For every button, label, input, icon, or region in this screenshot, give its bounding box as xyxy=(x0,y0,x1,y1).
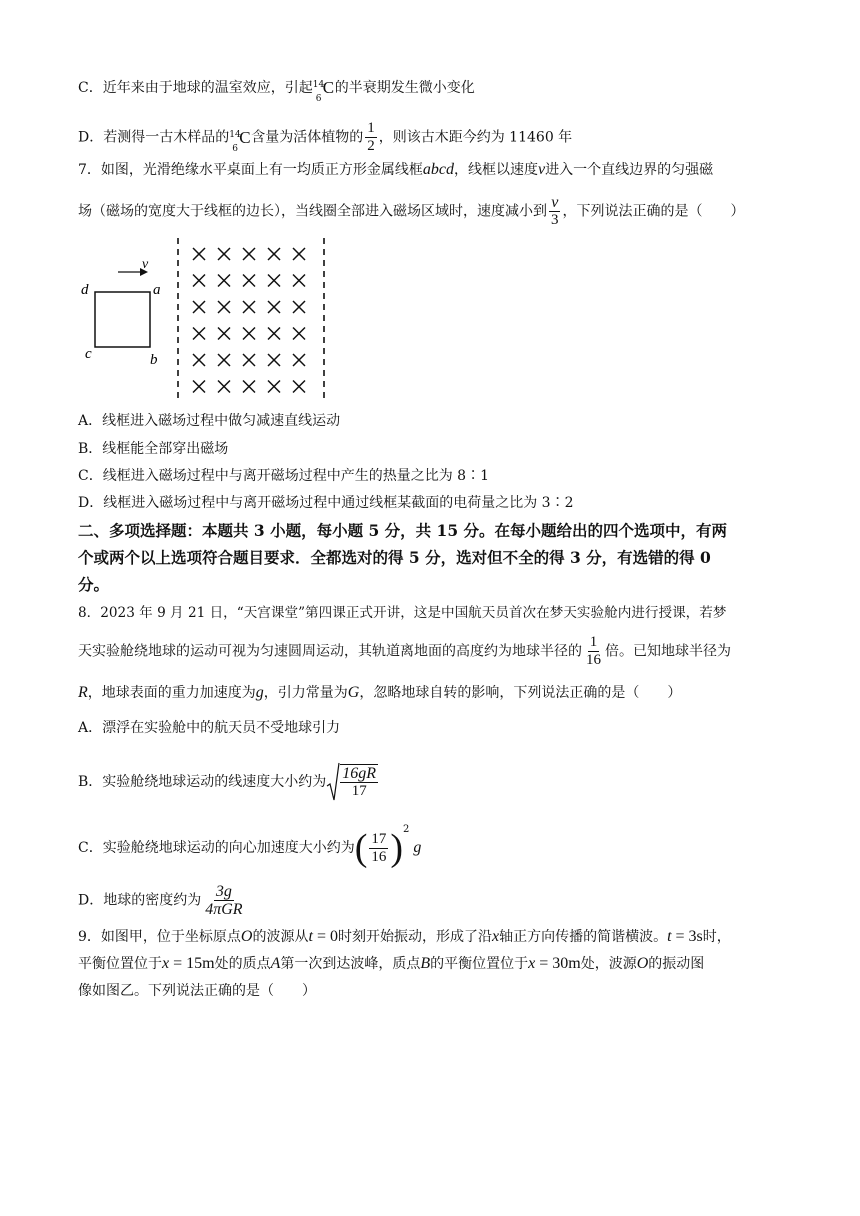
field-cross-icon xyxy=(193,354,205,366)
field-cross-icon xyxy=(268,354,280,366)
q8-text: 天实验舱绕地球的运动可视为匀速圆周运动，其轨道离地面的高度约为地球半径的 xyxy=(78,643,582,660)
label-c: c xyxy=(85,346,92,362)
q9-stem-line-1 xyxy=(78,927,731,947)
q9-text: 9．如图甲，位于坐标原点 xyxy=(78,929,241,945)
q9-text: 的平衡位置位于 xyxy=(430,956,529,972)
field-cross-icon xyxy=(293,328,305,340)
field-cross-icon xyxy=(193,301,205,313)
q7-option-c: C．线框进入磁场过程中与离开磁场过程中产生的热量之比为 8∶1 xyxy=(78,468,489,484)
frac-den: 3 xyxy=(551,212,559,228)
label-v: v xyxy=(142,257,149,272)
field-cross-icon xyxy=(268,328,280,340)
value-x30: = 30m xyxy=(535,955,581,972)
field-cross-icon xyxy=(193,248,205,260)
q8-text: B．实验舱绕地球运动的线速度大小约为 xyxy=(78,774,327,790)
field-cross-icon xyxy=(193,275,205,287)
field-cross-icon xyxy=(218,248,230,260)
section2-header-line-2: 个或两个以上选项符合题目要求．全都选对的得 5 分，选对但不全的得 3 分，有选错的得 0 xyxy=(78,548,711,567)
q7-text: ，下列说法正确的是（ ） xyxy=(562,203,745,220)
var-x: x xyxy=(491,928,500,945)
field-cross-icon xyxy=(268,301,280,313)
q8-option-a: A．漂浮在实验舱中的航天员不受地球引力 xyxy=(78,720,341,736)
q8-option-c xyxy=(78,824,422,869)
q6-optd-text-1: D．若测得一古木样品的 xyxy=(78,129,230,146)
q8-text: ，引力常量为 xyxy=(263,685,348,701)
q9-text: 时， xyxy=(702,929,731,945)
left-paren: ( xyxy=(354,827,368,869)
q8-text: ，忽略地球自转的影响，下列说法正确的是（ ） xyxy=(359,685,682,701)
iso-mass: 14 xyxy=(229,129,241,140)
q8-option-d xyxy=(78,883,247,918)
q8-stem-line-3 xyxy=(78,683,681,703)
q6-optd-text-3: ，则该古木距今约为 11460 年 xyxy=(378,129,573,146)
frac-num: 3g xyxy=(215,883,232,900)
q7-option-a: A．线框进入磁场过程中做匀减速直线运动 xyxy=(78,413,341,429)
q6-option-d xyxy=(78,120,572,155)
sqrt-expression xyxy=(326,762,380,802)
frac-num: 1 xyxy=(589,634,598,650)
value-t0: = 0 xyxy=(312,928,338,945)
q6-optd-text-2: 含量为活体植物的 xyxy=(251,129,364,146)
field-cross-icon xyxy=(293,354,305,366)
q8-stem-line-1: 8．2023 年 9 月 21 日，“天宫课堂”第四课正式开讲，这是中国航天员首次在梦天实验舱内进行授课，若梦 xyxy=(78,605,727,621)
radical-sign-icon xyxy=(326,762,340,802)
var-O: O xyxy=(636,955,649,972)
field-cross-icon xyxy=(218,381,230,393)
fraction-1-over-16 xyxy=(584,634,603,669)
iso-number: 6 xyxy=(232,143,238,154)
label-b: b xyxy=(150,352,158,368)
q7-stem-line-2 xyxy=(78,194,745,229)
q9-text: 时刻开始振动，形成了沿 xyxy=(337,929,492,945)
section2-header-line-3: 分。 xyxy=(78,575,110,594)
field-cross-icon xyxy=(193,328,205,340)
q6-optc-text-1: C．近年来由于地球的温室效应，引起 xyxy=(78,80,313,96)
q8-text: C．实验舱绕地球运动的向心加速度大小约为 xyxy=(78,840,355,856)
var-x: x xyxy=(528,955,536,972)
q7-text: 7．如图，光滑绝缘水平桌面上有一均质正方形金属线框 xyxy=(78,162,423,178)
field-cross-icon xyxy=(293,248,305,260)
q9-text: 处的质点 xyxy=(214,956,271,972)
var-O: O xyxy=(240,928,253,945)
var-x: x xyxy=(162,955,170,972)
q8-stem-line-2 xyxy=(78,634,731,669)
q9-stem-line-3: 像如图乙。下列说法正确的是（ ） xyxy=(78,983,316,999)
q7-text: 进入一个直线边界的匀强磁 xyxy=(545,162,714,178)
q9-text: 的振动图 xyxy=(648,956,705,972)
q7-text: 场（磁场的宽度大于线框的边长），当线圈全部进入磁场区域时，速度减小到 xyxy=(78,203,547,220)
q7-var-abcd: abcd xyxy=(422,161,455,178)
q9-text: 平衡位置位于 xyxy=(78,956,162,972)
frac-num: 16gR xyxy=(342,765,377,782)
density-fraction xyxy=(203,883,244,918)
magnetic-field-crosses xyxy=(193,248,305,393)
field-cross-icon xyxy=(268,248,280,260)
iso-element: C xyxy=(322,78,335,97)
field-cross-icon xyxy=(193,381,205,393)
field-cross-icon xyxy=(243,248,255,260)
q9-text: 的波源从 xyxy=(252,929,309,945)
q9-stem-line-2 xyxy=(78,954,704,974)
value-t3: = 3s xyxy=(671,928,703,945)
fraction-17-over-16 xyxy=(369,831,388,866)
frac-num: 1 xyxy=(367,120,375,136)
field-cross-icon xyxy=(218,301,230,313)
frac-den: 2 xyxy=(367,138,375,154)
field-cross-icon xyxy=(218,354,230,366)
section2-header-line-1: 二、多项选择题：本题共 3 小题，每小题 5 分，共 15 分。在每小题给出的四个选项中，有两 xyxy=(78,521,728,540)
frac-den: 4πGR xyxy=(205,901,243,918)
carbon14-symbol xyxy=(229,127,251,154)
field-cross-icon xyxy=(268,381,280,393)
frac-num: 17 xyxy=(371,830,387,847)
q7-option-b: B．线框能全部穿出磁场 xyxy=(78,441,229,457)
square-loop xyxy=(95,292,150,347)
q9-text: 轴正方向传播的简谐横波。 xyxy=(499,929,668,945)
frac-den: 16 xyxy=(586,652,601,668)
label-d: d xyxy=(81,282,89,298)
field-cross-icon xyxy=(293,381,305,393)
iso-element: C xyxy=(239,127,251,147)
q7-figure xyxy=(78,234,338,406)
var-g: g xyxy=(413,839,422,856)
q7-stem-line-1 xyxy=(78,160,713,180)
iso-number: 6 xyxy=(315,94,322,104)
field-cross-icon xyxy=(293,275,305,287)
var-G: G xyxy=(347,684,360,701)
frac-den: 17 xyxy=(351,783,367,799)
field-cross-icon xyxy=(243,354,255,366)
exponent: 2 xyxy=(403,824,410,836)
var-t: t xyxy=(308,928,313,945)
value-x15: = 15m xyxy=(169,955,215,972)
q8-text: 倍。已知地球半径为 xyxy=(605,643,731,660)
right-paren: ) xyxy=(390,827,404,869)
var-A: A xyxy=(270,955,281,972)
q8-option-b xyxy=(78,762,380,802)
q8-text: ，地球表面的重力加速度为 xyxy=(87,685,256,701)
q8-text: D．地球的密度约为 xyxy=(78,892,202,909)
var-g: g xyxy=(255,684,264,701)
var-R: R xyxy=(78,684,88,701)
field-cross-icon xyxy=(243,381,255,393)
var-t: t xyxy=(667,928,672,945)
iso-mass: 14 xyxy=(312,80,325,90)
q6-optc-text-2: 的半衰期发生微小变化 xyxy=(334,80,475,96)
q9-text: 处，波源 xyxy=(580,956,637,972)
q9-text: 第一次到达波峰，质点 xyxy=(280,956,421,972)
q7-text: ，线框以速度 xyxy=(454,162,539,178)
frac-num: v xyxy=(551,194,559,211)
field-cross-icon xyxy=(293,301,305,313)
sqrt-fraction xyxy=(340,764,378,800)
field-cross-icon xyxy=(218,275,230,287)
var-B: B xyxy=(420,955,431,972)
field-cross-icon xyxy=(218,328,230,340)
field-cross-icon xyxy=(268,275,280,287)
label-a: a xyxy=(153,282,161,298)
q7-option-d: D．线框进入磁场过程中与离开磁场过程中通过线框某截面的电荷量之比为 3∶2 xyxy=(78,495,574,511)
carbon14-symbol xyxy=(312,78,335,104)
frac-den: 16 xyxy=(371,848,387,865)
q6-option-c xyxy=(78,78,475,104)
field-cross-icon xyxy=(243,301,255,313)
field-cross-icon xyxy=(243,328,255,340)
fraction-one-half xyxy=(365,120,377,155)
q7-var-v: v xyxy=(538,161,546,178)
field-cross-icon xyxy=(243,275,255,287)
fraction-v-over-3 xyxy=(549,194,561,229)
